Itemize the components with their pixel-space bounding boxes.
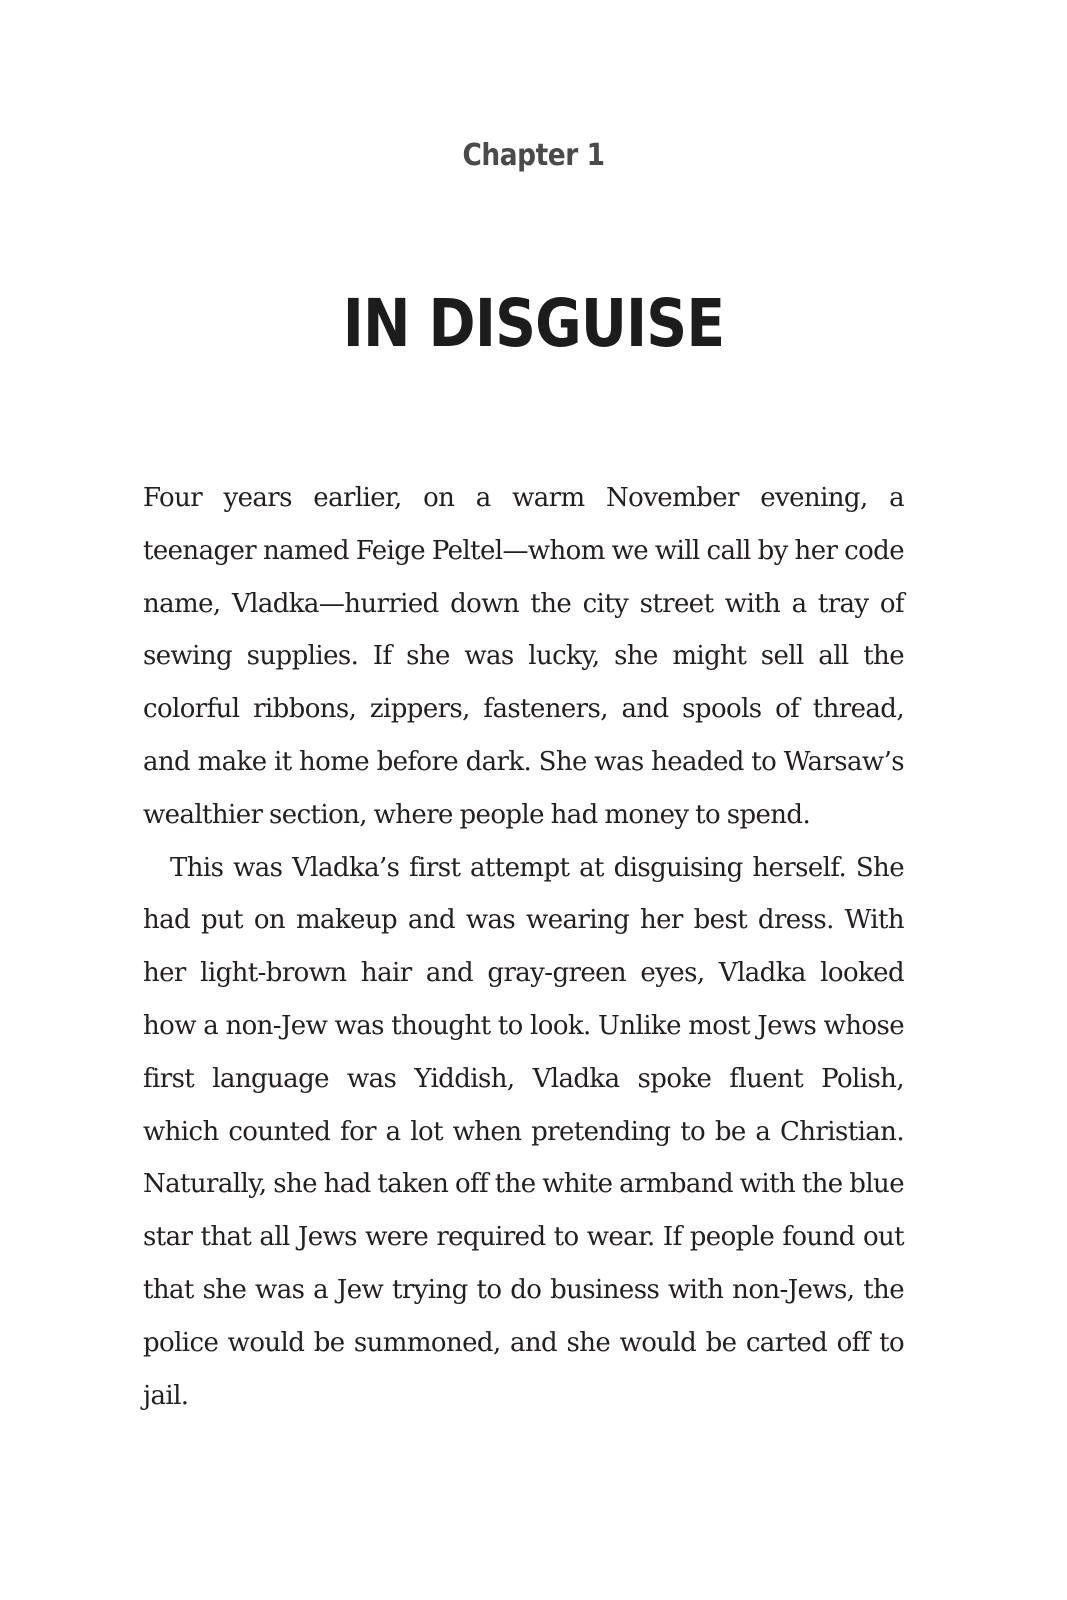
chapter-label: Chapter 1 [462,138,605,173]
paragraph-1: Four years earlier, on a warm November evening, a teenager named Feige Peltel—whom we will call by her code name, Vladka—hurried down the city street with a tray of sewing supplies. If she was lucky, she might sell all the colorful ribbons, zippers, fasteners, and spools of thread, and make it home before dark. She was headed to Warsaw’s wealthier section, where people had money to spend. [143,483,904,830]
chapter-body [143,472,904,1422]
chapter-title: IN DISGUISE [342,285,725,362]
paragraph-2: This was Vladka’s first attempt at disguising herself. She had put on makeup and was wearing her best dress. With her light-brown hair and gray-green eyes, Vladka looked how a non-Jew was thought to look. Unlike most Jews whose first language was Yiddish, Vladka spoke fluent Polish, which counted for a lot when pretending to be a Christian. Naturally, she had taken off the white armband with the blue star that all Jews were required to wear. If people found out that she was a Jew trying to do business with non-Jews, the police would be summoned, and she would be carted off to jail. [143,852,904,1411]
